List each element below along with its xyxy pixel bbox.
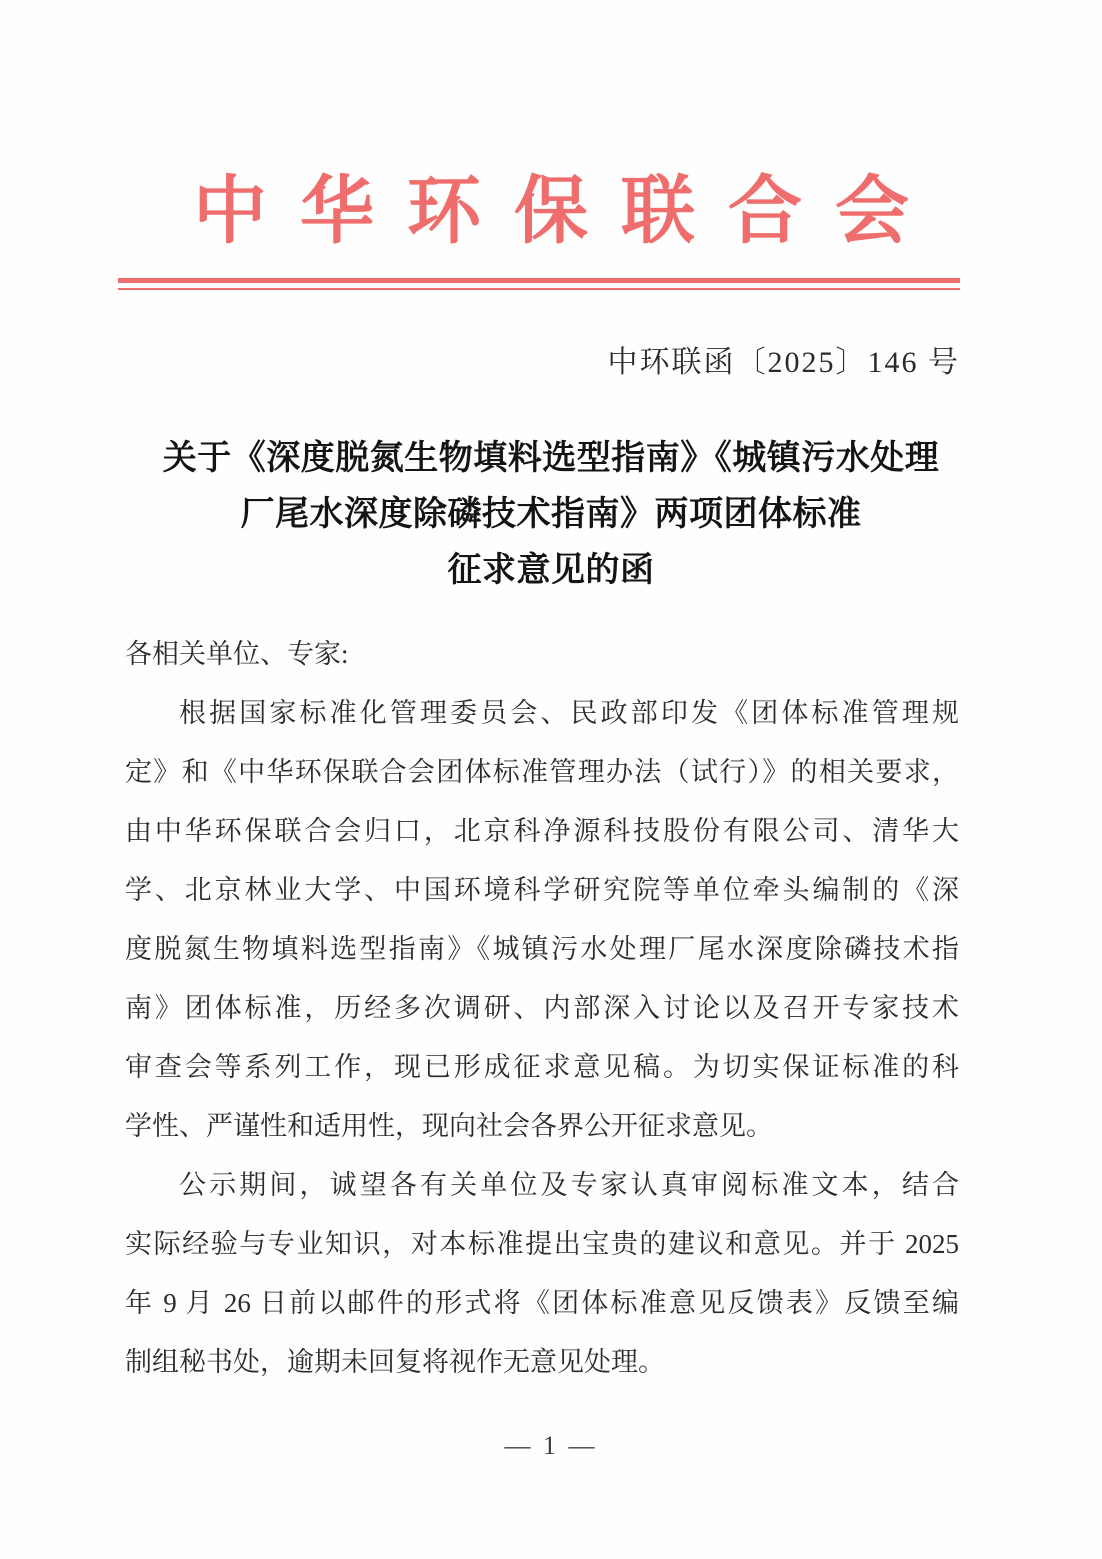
red-rule-thick xyxy=(118,278,960,283)
document-title-line-1: 关于《深度脱氮生物填料选型指南》《城镇污水处理 xyxy=(162,440,940,477)
paragraph1-line: 定》和《中华环保联合会团体标准管理办法（试行）》的相关要求， xyxy=(125,757,959,787)
paragraph2-line: 公示期间，诚望各有关单位及专家认真审阅标准文本，结合 xyxy=(179,1170,959,1200)
paragraph1-line: 学性、严谨性和适用性，现向社会各界公开征求意见。 xyxy=(125,1111,773,1141)
paragraph2-line: 年 9 月 26 日前以邮件的形式将《团体标准意见反馈表》反馈至编 xyxy=(125,1288,959,1318)
document-title-line-2: 厂尾水深度除磷技术指南》两项团体标准 xyxy=(240,496,862,533)
salutation: 各相关单位、专家: xyxy=(125,639,349,669)
paragraph1-line: 审查会等系列工作，现已形成征求意见稿。为切实保证标准的科 xyxy=(125,1052,959,1082)
paragraph2-line: 实际经验与专业知识，对本标准提出宝贵的建议和意见。并于 2025 xyxy=(125,1229,959,1259)
page-number: — 1 — xyxy=(504,1431,598,1460)
doc-number: 中环联函〔2025〕146 号 xyxy=(607,346,960,379)
letterhead-org-name: 中华环保联合会 xyxy=(193,171,942,253)
paragraph2-line: 制组秘书处，逾期未回复将视作无意见处理。 xyxy=(125,1347,665,1377)
paragraph1-line: 南》团体标准，历经多次调研、内部深入讨论以及召开专家技术 xyxy=(125,993,959,1023)
red-rule-thin xyxy=(118,288,960,290)
letter-body xyxy=(125,625,959,1392)
document-title-line-3: 征求意见的函 xyxy=(447,552,655,589)
document-title xyxy=(0,431,1102,599)
paragraph1-line: 度脱氮生物填料选型指南》《城镇污水处理厂尾水深度除磷技术指 xyxy=(125,934,959,964)
paragraph1-line: 根据国家标准化管理委员会、民政部印发《团体标准管理规 xyxy=(179,698,959,728)
page-footer xyxy=(0,1428,1102,1464)
paragraph1-line: 学、北京林业大学、中国环境科学研究院等单位牵头编制的《深 xyxy=(125,875,959,905)
paragraph1-line: 由中华环保联合会归口，北京科净源科技股份有限公司、清华大 xyxy=(125,816,959,846)
letterhead xyxy=(0,170,1102,290)
